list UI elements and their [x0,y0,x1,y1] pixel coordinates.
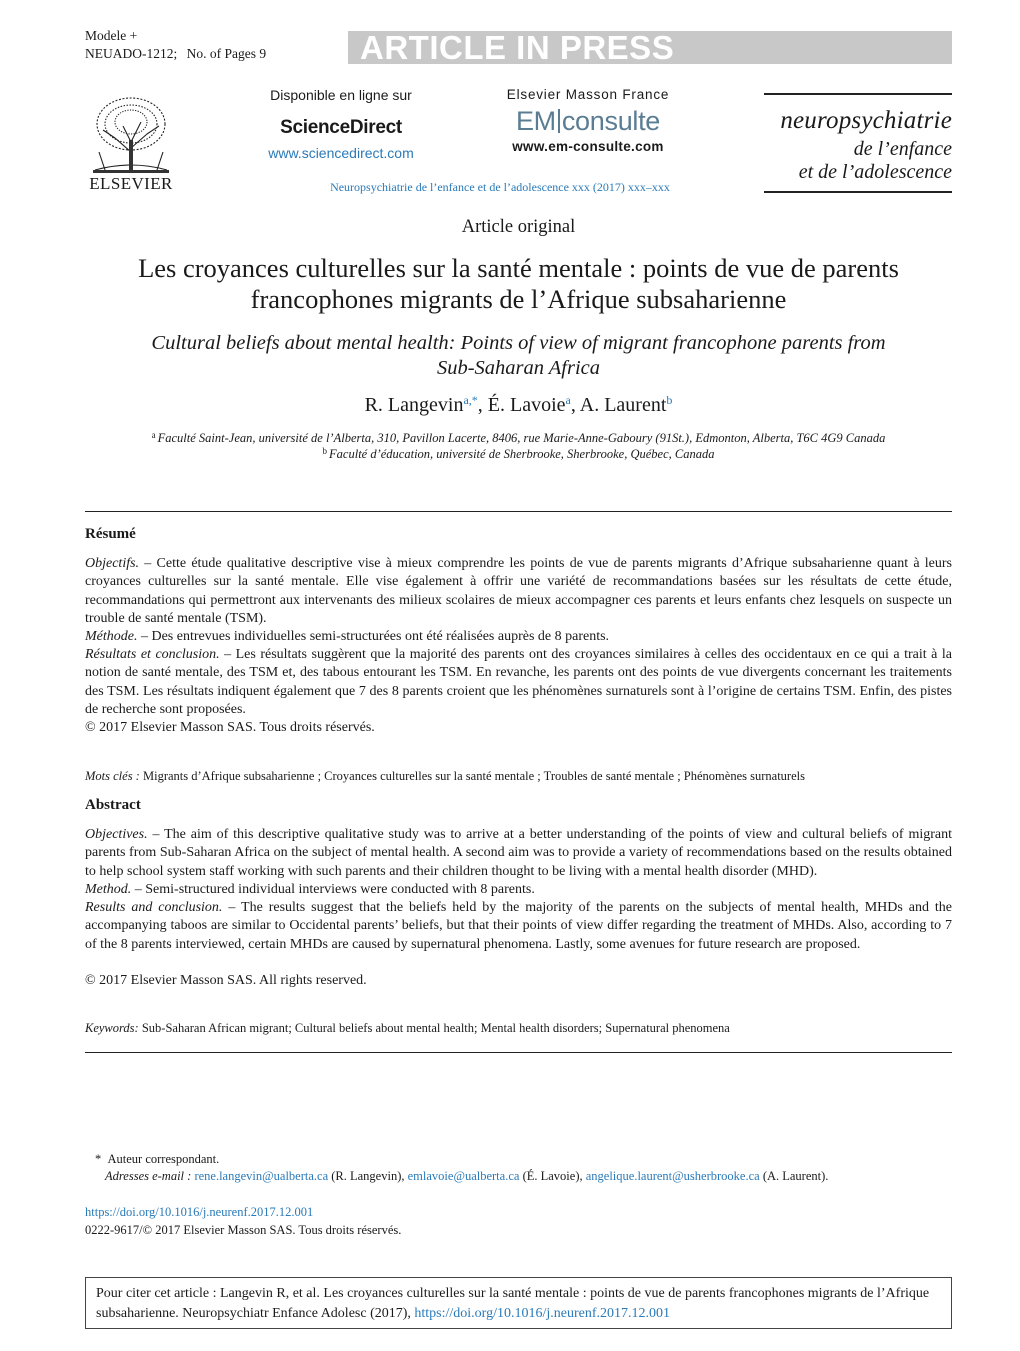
title-en-line2: Sub-Saharan Africa [436,357,601,379]
abstract-keywords [85,1021,952,1036]
abstract-objectives-label: Objectives. [85,827,148,842]
citation-text: Pour citer cet article : Langevin R, et al. Les croyances culturelles sur la santé mentale : points de vue de parents francophones migrants de l’Afrique subsaharienne. Neuropsychiatr Enfance Adolesc (2017), [96,1286,930,1321]
abstract-copyright: © 2017 Elsevier Masson SAS. All rights reserved. [85,973,367,988]
abstract-method-label: Method. [85,882,132,897]
abstract-objectives-text: – The aim of this descriptive qualitative study was to arrive at a better understanding of the points of view and cultural beliefs of migrant parents from Sub-Saharan Africa on the subject of mental health. A second aim was to provide a variety of recommendations based on the results obtained to help school system staff working with such parents and their children thought to be living with a mental health disorder (MHD). [85,827,952,879]
emconsulte-logo [490,106,686,137]
affiliation-mark: b [322,446,328,456]
abstract-keywords-label: Keywords: [85,1021,139,1035]
footnote-mark: * [95,1152,102,1166]
author-name[interactable]: É. Lavoie [487,394,566,416]
author-name[interactable]: A. Laurent [579,394,667,416]
resume-methode-text: – Des entrevues individuelles semi-structurées ont été réalisées auprès de 8 parents. [137,629,610,644]
em-logo-em: EM [515,106,556,136]
author-list: R. Langevin$^{a,*}$, É. Lavoie$^a$, A. Laurent$^b$ [364,393,673,416]
abstract-method-text: – Semi-structured individual interviews were conducted with 8 parents. [131,882,535,897]
available-online-label: Disponible en ligne sur [270,87,412,103]
journal-brand-line2: de l’enfance [853,138,952,160]
article-title-english [85,331,952,381]
abstract-results [85,899,952,954]
abstract-results-text: – The results suggest that the beliefs held by the majority of the parents on the subjects of mental health, MHDs and the accompanying taboos are similar to Occidental parents’ beliefs, but that their points of view differ regarding the treatment of MHDs. Also, according to 7 of the 8 parents interviewed, certain MHDs are caused by supernatural phenomena. Lastly, some avenues for future research are proposed. [85,900,952,952]
abstract-method [85,881,952,899]
resume-resultats-label: Résultats et conclusion. [85,647,220,662]
resume-resultats-text: – Les résultats suggèrent que la majorité des parents ont des croyances similaires à celles des occidentaux en ce qui a trait à la notion de santé mentale, des TSM et, des tabous entourant les TSM. En revanche, les parents ont des points de vue divergents concernant les traitements des TSM. Les résultats indiquent également que 7 des 8 parents croient que les phénomènes surnaturels sont à l’origine de certains TSM. Enfin, des pistes de recherche sont proposées. [85,647,953,717]
abstract-objectives [85,826,952,881]
affiliation-text: Faculté d’éducation, université de Sherbrooke, Sherbrooke, Québec, Canada [329,447,715,461]
title-fr-line1: Les croyances culturelles sur la santé mentale : points de vue de parents [138,253,899,283]
model-label: Modele + [85,28,138,43]
emconsulte-link[interactable]: www.em-consulte.com [512,139,664,154]
resume-copyright: © 2017 Elsevier Masson SAS. Tous droits réservés. [85,720,375,735]
resume-objectifs [85,555,952,628]
email-link[interactable]: rene.langevin@ualberta.ca [194,1169,329,1183]
divider [85,511,952,512]
email-owner: (A. Laurent). [759,1169,829,1183]
resume-keywords [85,769,952,784]
email-owner: (R. Langevin), [328,1169,408,1183]
author-affil-mark[interactable]: b [666,393,673,407]
divider [85,1052,952,1053]
resume-methode-label: Méthode. [85,629,138,644]
corresponding-author-text: Auteur correspondant. [107,1152,220,1166]
sciencedirect-link[interactable]: www.sciencedirect.com [268,145,414,161]
affiliation-mark: a [151,430,156,440]
author-affil-mark[interactable]: a [565,393,571,407]
email-link[interactable]: angelique.laurent@usherbrooke.ca [585,1169,760,1183]
emconsulte-block [490,87,686,154]
resume-resultats [85,646,952,719]
resume-objectifs-label: Objectifs. [85,556,140,571]
email-addresses [105,1169,828,1184]
manuscript-ref: NEUADO-1212; [85,46,178,61]
affiliation-b [85,446,952,462]
sciencedirect-block [250,87,432,161]
citation-box [85,1277,952,1329]
article-type: Article original [461,217,576,237]
abstract-heading: Abstract [85,797,141,813]
journal-brand [764,93,952,193]
em-publisher-label: Elsevier Masson France [506,87,670,102]
email-label: Adresses e-mail : [105,1169,192,1183]
abstract-results-label: Results and conclusion. [85,900,223,915]
resume-heading: Résumé [85,526,136,542]
resume-objectifs-text: – Cette étude qualitative descriptive vise à mieux comprendre les points de vue de parents migrants d’Afrique subsaharienne quant à leurs croyances culturelles sur la santé mentale. Elle vise également à offrir une variété de recommandations basées sur les résultats de cette étude, recommandations qui permettront aux intervenants des milieux scolaires de mieux accompagner ces parents et leurs enfants chez lesquels on suspecte un trouble de santé mentale (TSM). [85,556,952,626]
email-link[interactable]: emlavoie@ualberta.ca [407,1169,520,1183]
title-fr-line2: francophones migrants de l’Afrique subsaharienne [250,284,787,314]
resume-keywords-text: Migrants d’Afrique subsaharienne ; Croyances culturelles sur la santé mentale ; Troubles de santé mentale ; Phénomènes surnaturels [139,769,805,783]
title-en-line1: Cultural beliefs about mental health: Points of view of migrant francophone parents from [151,332,886,354]
journal-brand-line3: et de l’adolescence [798,161,952,183]
em-logo-consulte: consulte [561,106,661,136]
resume-keywords-label: Mots clés : [85,769,140,783]
article-title-french [85,253,952,315]
affiliation-text: Faculté Saint-Jean, université de l’Alberta, 310, Pavillon Lacerte, 8406, rue Marie-Anne-Gaboury (91St.), Edmonton, Alberta, T6C 4G9 Canada [157,431,886,445]
author-name[interactable]: R. Langevin [364,394,464,416]
affiliation-a [85,430,952,446]
author-affil-mark[interactable]: a,* [463,393,478,407]
email-owner: (É. Lavoie), [519,1169,586,1183]
sciencedirect-logo: ScienceDirect [280,117,402,138]
resume-methode [85,628,952,646]
article-in-press-banner: ARTICLE IN PRESS [348,31,952,64]
doi-link[interactable]: https://doi.org/10.1016/j.neurenf.2017.12.001 [85,1205,314,1219]
issn-copyright: 0222-9617/© 2017 Elsevier Masson SAS. Tous droits réservés. [85,1223,402,1237]
manuscript-header [85,27,266,63]
abstract-keywords-text: Sub-Saharan African migrant; Cultural beliefs about mental health; Mental health disorders; Supernatural phenomena [138,1021,730,1035]
citation-doi-link[interactable]: https://doi.org/10.1016/j.neurenf.2017.12.001 [414,1305,671,1321]
corresponding-author-note [95,1152,219,1167]
page-count: No. of Pages 9 [186,46,267,61]
elsevier-wordmark: ELSEVIER [89,174,173,193]
journal-citation[interactable]: Neuropsychiatrie de l’enfance et de l’adolescence xxx (2017) xxx–xxx [330,180,670,194]
journal-brand-line1: neuropsychiatrie [780,107,952,134]
